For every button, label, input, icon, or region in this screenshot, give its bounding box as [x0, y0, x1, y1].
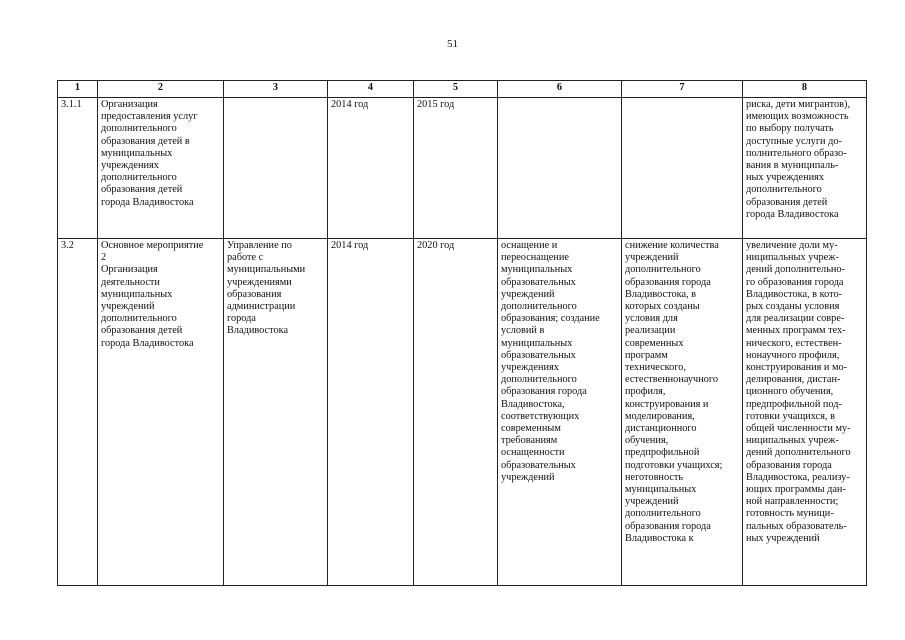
column-header: 3: [224, 81, 328, 98]
page-number: 51: [447, 38, 458, 50]
program-table: [57, 80, 867, 586]
table-row: [58, 98, 867, 239]
content-cell: оснащение и переоснащение муниципальных образовательных учреждений дополнительного образования; создание условий в муниципальных образовательных учреждениях дополнительного образования города Владивостока, соответствующих современным требованиям оснащенности образовательных учреждений: [498, 239, 622, 586]
start-year-cell: 2014 год: [328, 98, 414, 239]
row-number-cell: 3.2: [58, 239, 98, 586]
column-header: 1: [58, 81, 98, 98]
executor-cell: [224, 98, 328, 239]
end-year-cell: 2015 год: [414, 98, 498, 239]
consequences-cell: снижение количества учреждений дополнительного образования города Владивостока, в которых созданы условия для реализации современных программ технического, естественнонаучного профиля, конструирования и моделирования, дистанционного обучения, предпрофильной подготовки учащихся; неготовность муниципальных учреждений дополнительного образования города Владивостока к: [622, 239, 743, 586]
activity-name-cell: Организация предоставления услуг дополнительного образования детей в муниципальных учреждениях дополнительного образования детей города Владивостока: [98, 98, 224, 239]
end-year-cell: 2020 год: [414, 239, 498, 586]
column-header: 2: [98, 81, 224, 98]
indicator-cell: риска, дети мигрантов), имеющих возможность по выбору получать доступные услуги до- полнительного образо- вания в муниципаль- ных учреждениях дополнительного образования детей города Владивостока: [743, 98, 867, 239]
column-header: 4: [328, 81, 414, 98]
row-number-cell: 3.1.1: [58, 98, 98, 239]
consequences-cell: [622, 98, 743, 239]
column-header: 5: [414, 81, 498, 98]
column-header: 6: [498, 81, 622, 98]
indicator-cell: увеличение доли му- ниципальных учреж- дений дополнительно- го образования города Владивостока, в кото- рых созданы условия для реализации совре- менных программ тех- нического, естествен- нонаучного профиля, конструирования и мо- делирования, дистан- ционного обучения, предпрофильной под- готовки учащихся, в общей численности му- ниципальных учреж- дений дополнительного образования города Владивостока, реализу- ющих программы дан- ной направленности; готовность муници- пальных образователь- ных учреждений: [743, 239, 867, 586]
table-row: [58, 239, 867, 586]
content-cell: [498, 98, 622, 239]
column-header: 8: [743, 81, 867, 98]
column-header: 7: [622, 81, 743, 98]
start-year-cell: 2014 год: [328, 239, 414, 586]
activity-name-cell: Основное мероприятие 2 Организация деятельности муниципальных учреждений дополнительного образования детей города Владивостока: [98, 239, 224, 586]
table-header-row: [58, 81, 867, 98]
executor-cell: Управление по работе с муниципальными учреждениями образования администрации города Владивостока: [224, 239, 328, 586]
